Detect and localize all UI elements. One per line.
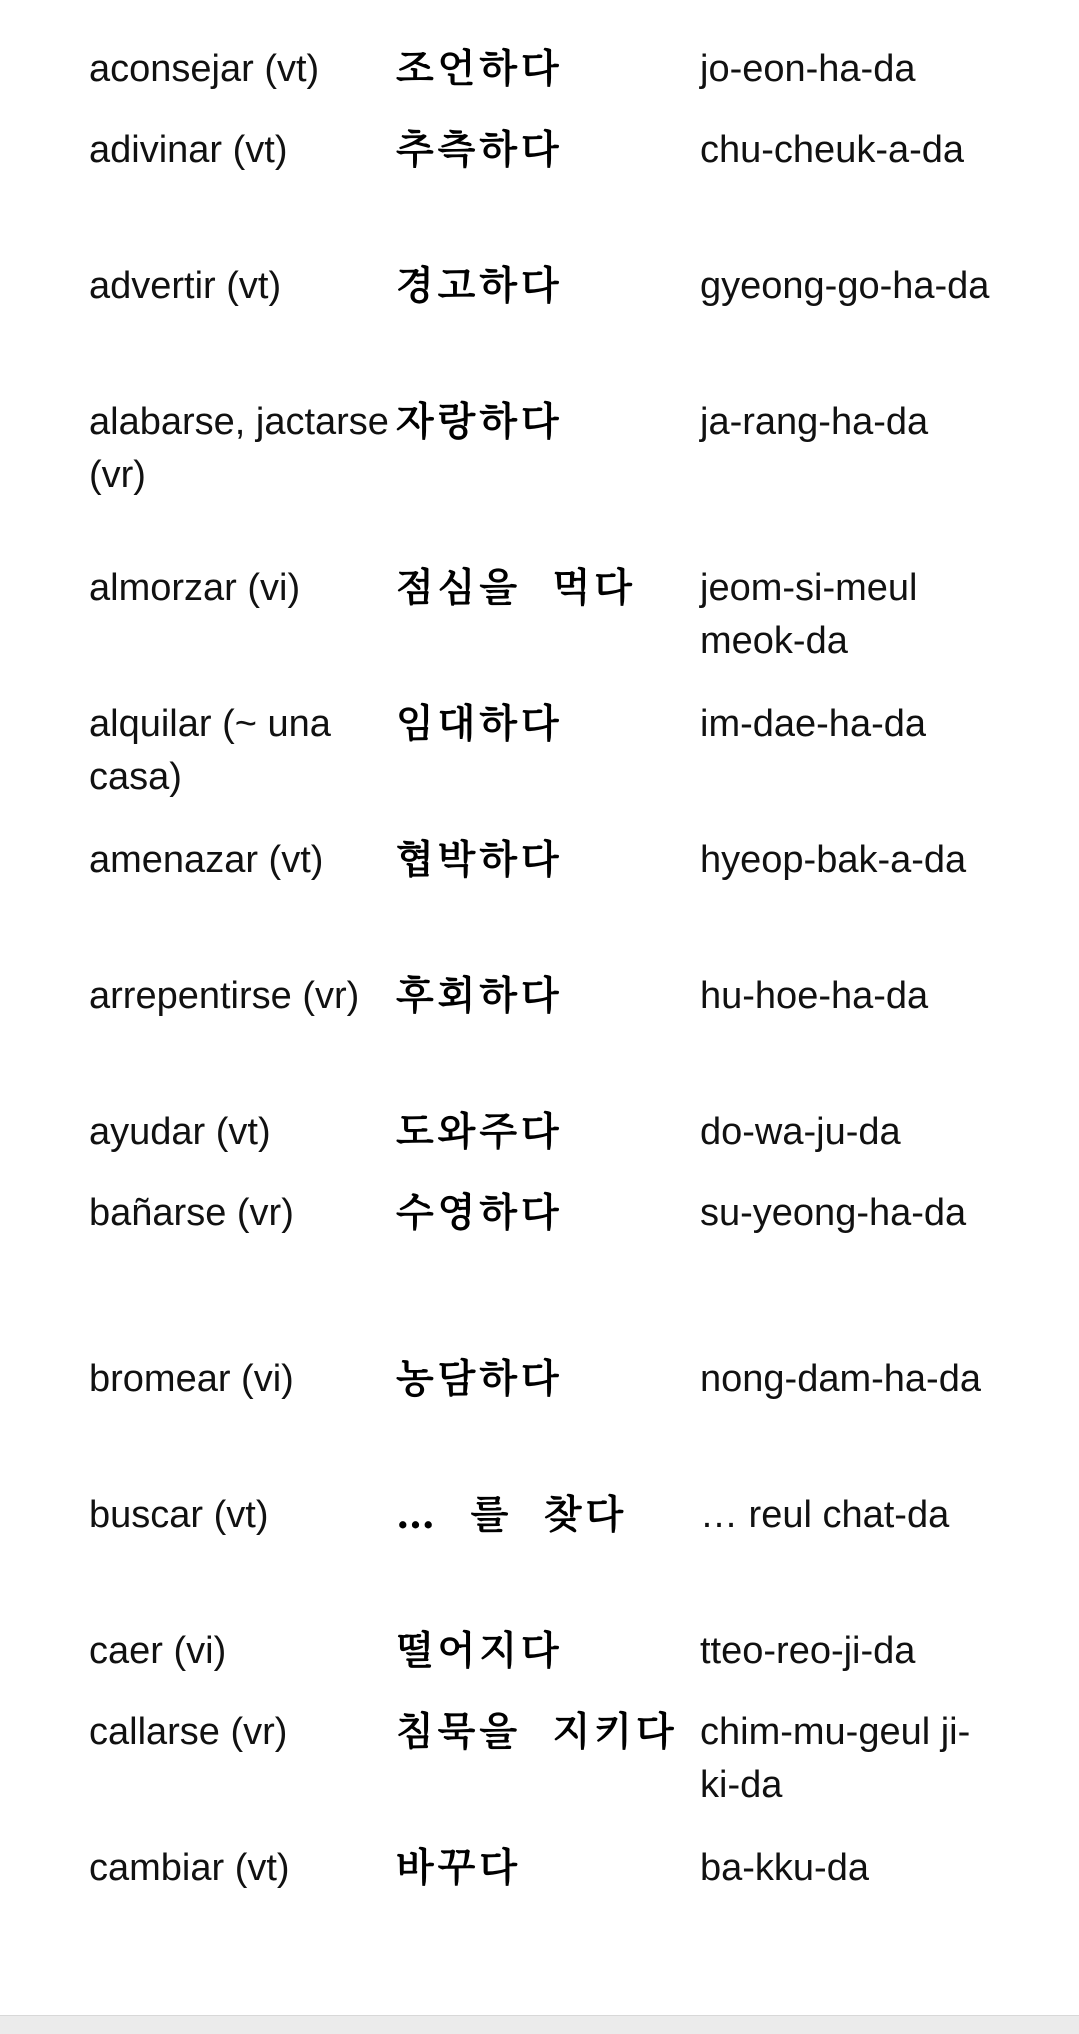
spanish-term: cambiar (vt) xyxy=(89,1847,290,1889)
spanish-term: amenazar (vt) xyxy=(89,839,324,881)
vocabulary-list xyxy=(89,43,1019,1923)
korean-term: 추측하다 xyxy=(396,127,563,173)
list-item xyxy=(89,1353,1019,1489)
korean-term: 점심을 먹다 xyxy=(396,565,636,611)
korean-term: 경고하다 xyxy=(396,263,563,309)
spanish-term: arrepentirse (vr) xyxy=(89,975,360,1017)
korean-term: 임대하다 xyxy=(396,701,563,747)
korean-term: 바꾸다 xyxy=(396,1845,522,1891)
spanish-term: caer (vi) xyxy=(89,1630,227,1672)
spanish-term: alabarse, jactarse (vr) xyxy=(89,401,389,496)
romanization: ba-kku-da xyxy=(700,1847,869,1889)
romanization: jo-eon-ha-da xyxy=(700,48,916,90)
romanization: tteo-reo-ji-da xyxy=(700,1630,916,1672)
spanish-term: adivinar (vt) xyxy=(89,129,288,171)
list-item xyxy=(89,834,1019,970)
list-item xyxy=(89,396,1019,562)
spanish-term: almorzar (vi) xyxy=(89,567,301,609)
korean-term: 수영하다 xyxy=(396,1190,563,1236)
romanization: do-wa-ju-da xyxy=(700,1111,901,1153)
korean-term: 떨어지다 xyxy=(396,1628,563,1674)
spanish-term: aconsejar (vt) xyxy=(89,48,320,90)
korean-term: 조언하다 xyxy=(396,46,563,92)
korean-term: 농담하다 xyxy=(396,1356,563,1402)
romanization: nong-dam-ha-da xyxy=(700,1358,981,1400)
bottom-edge-bar xyxy=(0,2015,1079,2034)
list-item xyxy=(89,1625,1019,1706)
romanization: jeom-si-meul meok-da xyxy=(700,567,918,662)
spanish-term: buscar (vt) xyxy=(89,1494,269,1536)
korean-term: 자랑하다 xyxy=(396,399,563,445)
list-item xyxy=(89,970,1019,1106)
list-item xyxy=(89,260,1019,396)
korean-term: … 를 찾다 xyxy=(396,1492,628,1538)
romanization: su-yeong-ha-da xyxy=(700,1192,967,1234)
romanization: hyeop-bak-a-da xyxy=(700,839,967,881)
spanish-term: bañarse (vr) xyxy=(89,1192,294,1234)
romanization: ja-rang-ha-da xyxy=(700,401,929,443)
list-item xyxy=(89,43,1019,124)
romanization: chim-mu-geul ji-ki-da xyxy=(700,1711,971,1806)
romanization: … reul chat-da xyxy=(700,1494,950,1536)
korean-term: 협박하다 xyxy=(396,837,563,883)
spanish-term: alquilar (~ una casa) xyxy=(89,703,331,798)
list-item xyxy=(89,1106,1019,1187)
spanish-term: callarse (vr) xyxy=(89,1711,288,1753)
romanization: im-dae-ha-da xyxy=(700,703,926,745)
spanish-term: ayudar (vt) xyxy=(89,1111,271,1153)
list-item xyxy=(89,1489,1019,1625)
romanization: chu-cheuk-a-da xyxy=(700,129,965,171)
spanish-term: bromear (vi) xyxy=(89,1358,294,1400)
korean-term: 침묵을 지키다 xyxy=(396,1709,678,1755)
korean-term: 후회하다 xyxy=(396,973,563,1019)
list-item xyxy=(89,1842,1019,1923)
list-item xyxy=(89,1187,1019,1353)
list-item xyxy=(89,698,1019,834)
list-item xyxy=(89,124,1019,260)
list-item xyxy=(89,562,1019,698)
romanization: hu-hoe-ha-da xyxy=(700,975,929,1017)
spanish-term: advertir (vt) xyxy=(89,265,282,307)
list-item xyxy=(89,1706,1019,1842)
romanization: gyeong-go-ha-da xyxy=(700,265,990,307)
korean-term: 도와주다 xyxy=(396,1109,563,1155)
